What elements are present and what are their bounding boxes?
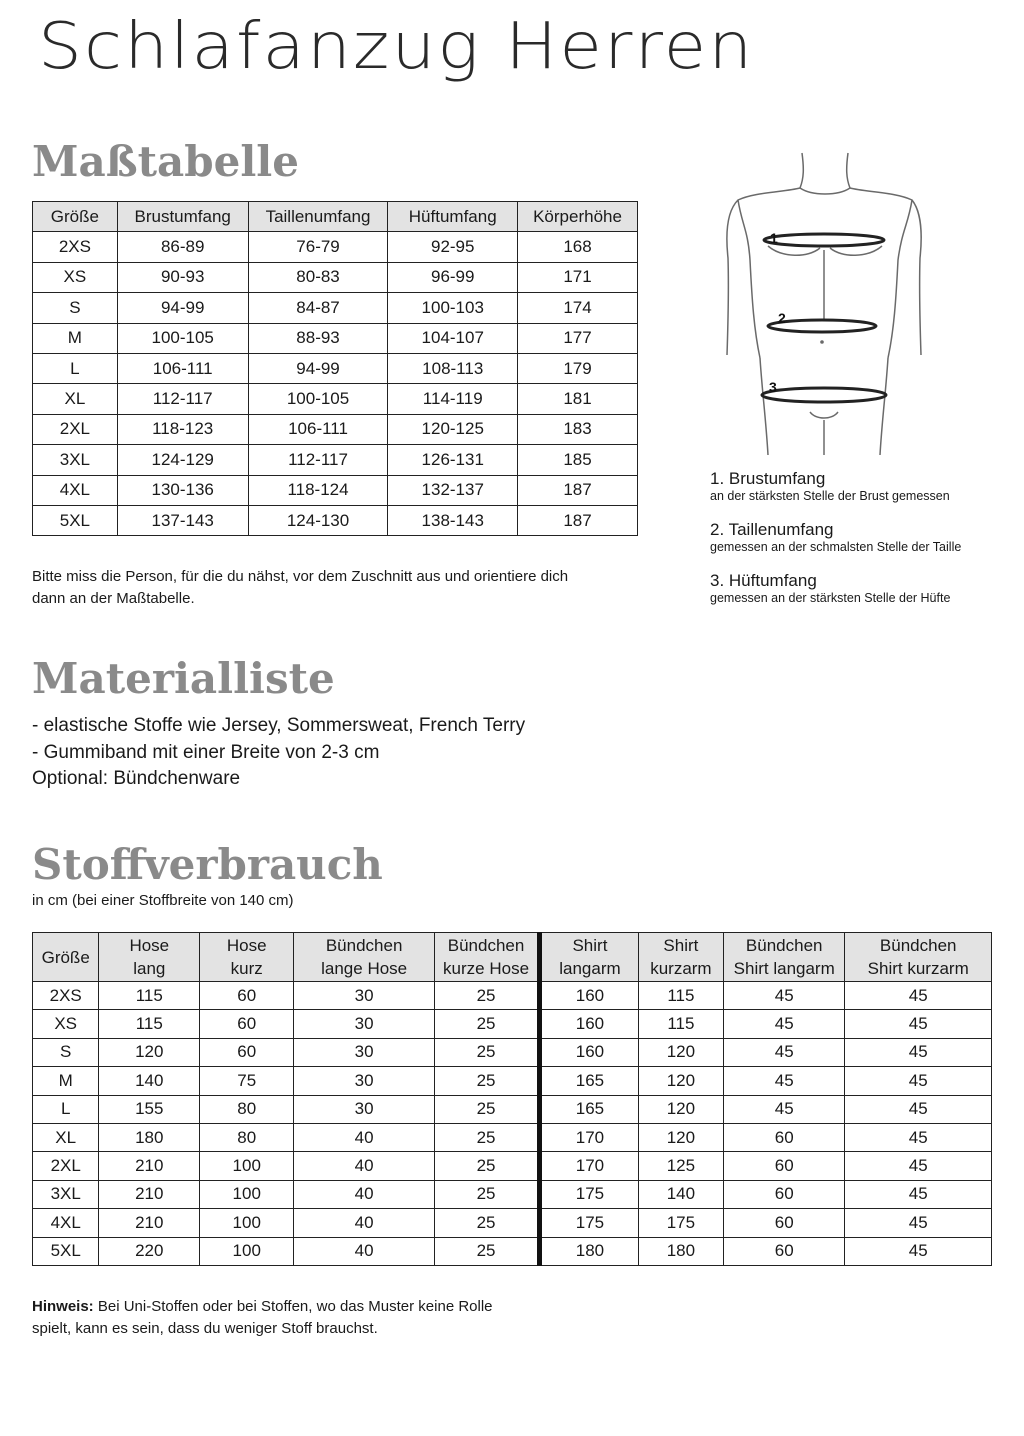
hint-label: Hinweis: <box>32 1298 94 1315</box>
header-line: Bündchen <box>447 936 525 955</box>
fabric-table <box>32 932 992 1266</box>
table-cell: 100 <box>200 1152 294 1180</box>
table-cell: 210 <box>99 1152 200 1180</box>
table-row <box>33 1038 992 1066</box>
fabric-table-header-cell <box>540 933 639 982</box>
table-cell: 187 <box>518 475 638 505</box>
material-list <box>32 713 525 793</box>
table-row <box>33 384 638 414</box>
table-cell: 60 <box>200 1038 294 1066</box>
table-cell: XS <box>33 262 118 292</box>
table-cell: 80-83 <box>248 262 388 292</box>
table-cell: 155 <box>99 1095 200 1123</box>
navel-mark <box>820 340 824 344</box>
table-cell: 88-93 <box>248 323 388 353</box>
size-table-header-cell: Hüftumfang <box>388 202 518 232</box>
table-cell: 179 <box>518 353 638 383</box>
table-cell: 118-123 <box>117 414 248 444</box>
fabric-table-header-cell <box>99 933 200 982</box>
table-cell: 45 <box>845 1152 992 1180</box>
table-cell: 30 <box>294 1095 435 1123</box>
table-cell: 220 <box>99 1237 200 1265</box>
table-cell: 137-143 <box>117 505 248 535</box>
legend-item-desc: an der stärksten Stelle der Brust gemessen <box>710 489 950 503</box>
table-cell: 2XS <box>33 982 99 1010</box>
table-cell: 45 <box>845 1209 992 1237</box>
table-cell: 115 <box>638 1010 723 1038</box>
table-cell: 45 <box>724 1095 845 1123</box>
material-heading: Materialliste <box>32 654 335 703</box>
table-cell: 170 <box>540 1123 639 1151</box>
header-line: kurzarm <box>650 959 712 978</box>
table-cell: 45 <box>845 1067 992 1095</box>
table-cell: XL <box>33 1123 99 1151</box>
table-cell: 165 <box>540 1095 639 1123</box>
table-cell: XS <box>33 1010 99 1038</box>
legend-item-waist <box>710 520 961 554</box>
header-line: Hose <box>226 936 267 955</box>
table-cell: 2XL <box>33 414 118 444</box>
table-cell: M <box>33 1067 99 1095</box>
table-cell: 5XL <box>33 505 118 535</box>
table-cell: 115 <box>99 982 200 1010</box>
table-row <box>33 1067 992 1095</box>
table-cell: 40 <box>294 1209 435 1237</box>
table-cell: 120 <box>638 1123 723 1151</box>
table-cell: 175 <box>540 1209 639 1237</box>
table-cell: XL <box>33 384 118 414</box>
table-cell: 30 <box>294 1067 435 1095</box>
table-cell: S <box>33 293 118 323</box>
table-cell: 45 <box>724 982 845 1010</box>
table-cell: 100-103 <box>388 293 518 323</box>
table-cell: 180 <box>99 1123 200 1151</box>
table-cell: 108-113 <box>388 353 518 383</box>
table-cell: 185 <box>518 445 638 475</box>
table-cell: 115 <box>638 982 723 1010</box>
table-cell: 171 <box>518 262 638 292</box>
body-measurement-figure <box>720 150 930 465</box>
hip-marker-label: 3 <box>769 379 777 395</box>
table-cell: 132-137 <box>388 475 518 505</box>
table-cell: 30 <box>294 1010 435 1038</box>
table-row <box>33 982 992 1010</box>
table-cell: 94-99 <box>248 353 388 383</box>
table-cell: 4XL <box>33 475 118 505</box>
header-line: Bündchen <box>325 936 403 955</box>
fabric-table-header-cell <box>638 933 723 982</box>
table-cell: 120 <box>638 1038 723 1066</box>
table-cell: 80 <box>200 1095 294 1123</box>
table-row <box>33 445 638 475</box>
table-cell: 60 <box>724 1152 845 1180</box>
table-cell: 45 <box>845 1038 992 1066</box>
table-cell: 5XL <box>33 1237 99 1265</box>
legend-item-title: 1. Brustumfang <box>710 469 826 488</box>
size-table-header-cell: Taillenumfang <box>248 202 388 232</box>
table-row <box>33 1237 992 1265</box>
table-cell: 45 <box>724 1038 845 1066</box>
table-cell: 60 <box>724 1237 845 1265</box>
table-cell: 106-111 <box>248 414 388 444</box>
table-cell: 40 <box>294 1180 435 1208</box>
header-line: Shirt kurzarm <box>867 959 969 978</box>
fabric-table-header-cell <box>33 933 99 982</box>
table-cell: S <box>33 1038 99 1066</box>
table-cell: 175 <box>540 1180 639 1208</box>
header-line: kurz <box>230 959 263 978</box>
hint-text: Bei Uni-Stoffen oder bei Stoffen, wo das Muster keine Rolle <box>93 1298 493 1315</box>
table-cell: 45 <box>845 982 992 1010</box>
header-line: langarm <box>559 959 621 978</box>
table-row <box>33 1209 992 1237</box>
table-cell: 168 <box>518 232 638 262</box>
table-row <box>33 1095 992 1123</box>
table-cell: 25 <box>435 1038 540 1066</box>
size-table-header-cell: Körperhöhe <box>518 202 638 232</box>
table-cell: 160 <box>540 1010 639 1038</box>
header-line: Shirt <box>663 936 699 955</box>
fabric-table-header-row <box>33 933 992 982</box>
header-line: Hose <box>129 936 170 955</box>
table-cell: 4XL <box>33 1209 99 1237</box>
table-row <box>33 1180 992 1208</box>
table-row <box>33 232 638 262</box>
table-row <box>33 1152 992 1180</box>
table-cell: 138-143 <box>388 505 518 535</box>
table-row <box>33 475 638 505</box>
table-cell: 60 <box>724 1180 845 1208</box>
table-row <box>33 505 638 535</box>
table-cell: 140 <box>638 1180 723 1208</box>
table-cell: 92-95 <box>388 232 518 262</box>
table-cell: 100-105 <box>248 384 388 414</box>
table-row <box>33 262 638 292</box>
fabric-subtitle: in cm (bei einer Stoffbreite von 140 cm) <box>32 892 294 909</box>
table-cell: 25 <box>435 1010 540 1038</box>
waist-marker-label: 2 <box>778 310 786 326</box>
size-note-line: Bitte miss die Person, für die du nähst, vor dem Zuschnitt aus und orientiere dich <box>32 568 569 585</box>
table-cell: 86-89 <box>117 232 248 262</box>
table-cell: L <box>33 353 118 383</box>
table-cell: 25 <box>435 1095 540 1123</box>
table-cell: 25 <box>435 1237 540 1265</box>
table-cell: 3XL <box>33 445 118 475</box>
table-cell: 30 <box>294 1038 435 1066</box>
table-cell: 45 <box>845 1123 992 1151</box>
chest-measurement-line <box>764 234 884 246</box>
table-cell: 45 <box>724 1067 845 1095</box>
hip-measurement-line <box>762 388 886 402</box>
table-cell: 100 <box>200 1237 294 1265</box>
size-note-line: dann an der Maßtabelle. <box>32 590 195 607</box>
table-cell: 45 <box>845 1180 992 1208</box>
table-row <box>33 293 638 323</box>
table-cell: 112-117 <box>248 445 388 475</box>
table-row <box>33 1010 992 1038</box>
table-cell: 115 <box>99 1010 200 1038</box>
table-cell: 3XL <box>33 1180 99 1208</box>
torso-outline <box>727 153 921 455</box>
table-cell: 124-130 <box>248 505 388 535</box>
table-cell: 165 <box>540 1067 639 1095</box>
table-cell: 104-107 <box>388 323 518 353</box>
header-line: Bündchen <box>745 936 823 955</box>
table-cell: 160 <box>540 982 639 1010</box>
table-row <box>33 353 638 383</box>
table-cell: 25 <box>435 1209 540 1237</box>
table-cell: 25 <box>435 1067 540 1095</box>
measurement-legend <box>710 469 961 605</box>
table-row <box>33 323 638 353</box>
header-line: Shirt langarm <box>733 959 835 978</box>
table-cell: 100-105 <box>117 323 248 353</box>
size-table <box>32 201 638 536</box>
table-cell: 126-131 <box>388 445 518 475</box>
legend-item-hip <box>710 571 961 605</box>
table-cell: 100 <box>200 1180 294 1208</box>
size-table-header-cell: Größe <box>33 202 118 232</box>
page-title: Schlafanzug Herren <box>38 10 755 84</box>
table-cell: 124-129 <box>117 445 248 475</box>
table-cell: 120 <box>638 1095 723 1123</box>
table-cell: 45 <box>845 1237 992 1265</box>
header-line: kurze Hose <box>443 959 530 978</box>
table-cell: 96-99 <box>388 262 518 292</box>
table-cell: 60 <box>724 1209 845 1237</box>
table-cell: 60 <box>200 982 294 1010</box>
table-cell: 100 <box>200 1209 294 1237</box>
table-cell: 120-125 <box>388 414 518 444</box>
table-cell: 183 <box>518 414 638 444</box>
hint-note <box>32 1296 493 1340</box>
table-cell: 174 <box>518 293 638 323</box>
header-line: Shirt <box>572 936 608 955</box>
hint-text: spielt, kann es sein, dass du weniger Stoff brauchst. <box>32 1320 378 1337</box>
table-cell: L <box>33 1095 99 1123</box>
table-cell: 180 <box>540 1237 639 1265</box>
table-cell: 94-99 <box>117 293 248 323</box>
table-cell: 112-117 <box>117 384 248 414</box>
table-cell: 75 <box>200 1067 294 1095</box>
table-cell: 130-136 <box>117 475 248 505</box>
table-cell: 120 <box>638 1067 723 1095</box>
table-cell: 30 <box>294 982 435 1010</box>
size-table-header-cell: Brustumfang <box>117 202 248 232</box>
table-cell: 210 <box>99 1180 200 1208</box>
table-cell: 140 <box>99 1067 200 1095</box>
table-cell: 125 <box>638 1152 723 1180</box>
header-line: Bündchen <box>879 936 957 955</box>
table-cell: 25 <box>435 1123 540 1151</box>
fabric-table-header-cell <box>294 933 435 982</box>
table-cell: 114-119 <box>388 384 518 414</box>
table-row <box>33 414 638 444</box>
table-cell: 80 <box>200 1123 294 1151</box>
table-cell: 187 <box>518 505 638 535</box>
size-note <box>32 566 568 610</box>
table-cell: 2XL <box>33 1152 99 1180</box>
table-cell: 45 <box>724 1010 845 1038</box>
table-cell: 120 <box>99 1038 200 1066</box>
table-cell: 181 <box>518 384 638 414</box>
table-cell: 175 <box>638 1209 723 1237</box>
table-cell: 40 <box>294 1152 435 1180</box>
header-line: Größe <box>41 947 90 967</box>
table-cell: 170 <box>540 1152 639 1180</box>
table-cell: 40 <box>294 1237 435 1265</box>
table-cell: 90-93 <box>117 262 248 292</box>
fabric-heading: Stoffverbrauch <box>32 840 383 889</box>
legend-item-desc: gemessen an der stärksten Stelle der Hüfte <box>710 591 951 605</box>
table-cell: 76-79 <box>248 232 388 262</box>
table-cell: 60 <box>200 1010 294 1038</box>
fabric-table-header-cell <box>435 933 540 982</box>
legend-item-desc: gemessen an der schmalsten Stelle der Taille <box>710 540 962 554</box>
legend-item-title: 2. Taillenumfang <box>710 520 834 539</box>
fabric-table-header-cell <box>845 933 992 982</box>
legend-item-chest <box>710 469 961 503</box>
material-item: - elastische Stoffe wie Jersey, Sommersweat, French Terry <box>32 715 526 736</box>
header-line: lange Hose <box>321 959 408 978</box>
table-cell: 40 <box>294 1123 435 1151</box>
table-cell: 118-124 <box>248 475 388 505</box>
header-line: lang <box>133 959 166 978</box>
table-cell: 25 <box>435 1180 540 1208</box>
table-cell: 160 <box>540 1038 639 1066</box>
table-cell: 45 <box>845 1010 992 1038</box>
table-cell: 25 <box>435 1152 540 1180</box>
table-cell: 25 <box>435 982 540 1010</box>
size-table-heading: Maßtabelle <box>32 137 299 186</box>
table-cell: 84-87 <box>248 293 388 323</box>
fabric-table-header-cell <box>724 933 845 982</box>
size-table-header-row <box>33 202 638 232</box>
chest-marker-label: 1 <box>770 230 778 246</box>
table-cell: 210 <box>99 1209 200 1237</box>
table-cell: 177 <box>518 323 638 353</box>
table-cell: 60 <box>724 1123 845 1151</box>
fabric-table-header-cell <box>200 933 294 982</box>
table-cell: 2XS <box>33 232 118 262</box>
material-item: - Gummiband mit einer Breite von 2-3 cm <box>32 741 380 763</box>
table-cell: M <box>33 323 118 353</box>
table-row <box>33 1123 992 1151</box>
material-item: Optional: Bündchenware <box>32 768 241 789</box>
legend-item-title: 3. Hüftumfang <box>710 571 817 590</box>
table-cell: 45 <box>845 1095 992 1123</box>
table-cell: 180 <box>638 1237 723 1265</box>
table-cell: 106-111 <box>117 353 248 383</box>
